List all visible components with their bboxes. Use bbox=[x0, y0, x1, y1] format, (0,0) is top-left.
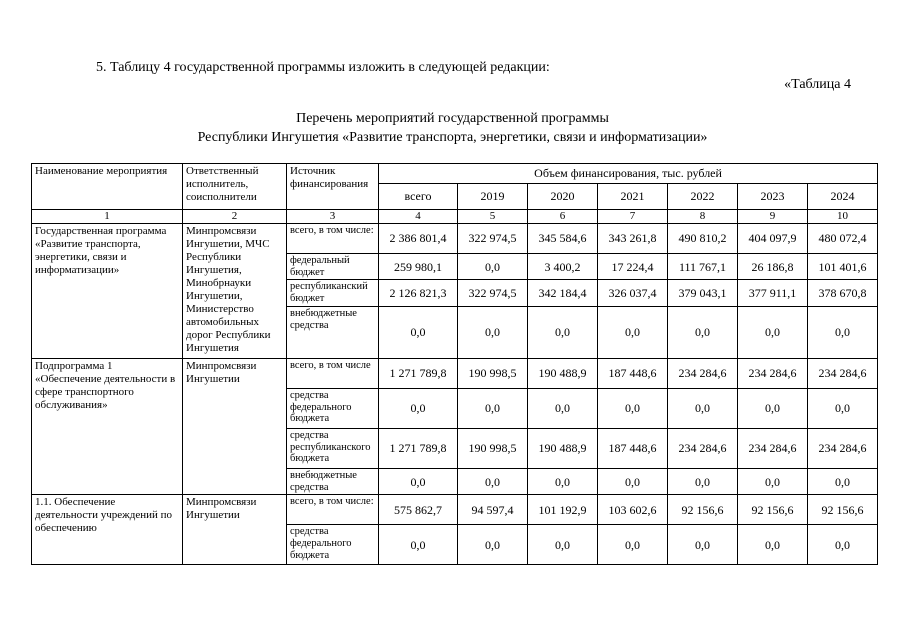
column-index: 4 bbox=[379, 210, 458, 224]
funding-total: 575 862,7 bbox=[379, 495, 458, 525]
header-funding: Объем финансирования, тыс. рублей bbox=[379, 164, 878, 184]
funding-total: 1 271 789,8 bbox=[379, 428, 458, 468]
column-index: 7 bbox=[598, 210, 668, 224]
funding-year-value: 190 998,5 bbox=[458, 358, 528, 388]
table-title-line2: Республики Ингушетия «Развитие транспорта, энергетики, связи и информатизации» bbox=[197, 130, 708, 145]
funding-year-value: 0,0 bbox=[458, 388, 528, 428]
funding-year-value: 0,0 bbox=[668, 525, 738, 565]
header-year: 2024 bbox=[808, 184, 878, 210]
funding-year-value: 0,0 bbox=[738, 468, 808, 495]
responsible-executor: Минпромсвязи Ингушетии, МЧС Республики Ингушетия, Минобрнауки Ингушетии, Министерство автомобильных дорог Республики Ингушетия bbox=[183, 223, 287, 358]
table-row bbox=[32, 358, 878, 388]
funding-total: 0,0 bbox=[379, 388, 458, 428]
funding-year-value: 378 670,8 bbox=[808, 280, 878, 307]
funding-year-value: 0,0 bbox=[808, 468, 878, 495]
funding-source: средства федерального бюджета bbox=[287, 525, 379, 565]
funding-year-value: 0,0 bbox=[458, 468, 528, 495]
funding-year-value: 0,0 bbox=[668, 306, 738, 358]
funding-year-value: 234 284,6 bbox=[808, 358, 878, 388]
funding-year-value: 0,0 bbox=[808, 525, 878, 565]
funding-year-value: 103 602,6 bbox=[598, 495, 668, 525]
funding-year-value: 0,0 bbox=[458, 525, 528, 565]
funding-year-value: 404 097,9 bbox=[738, 223, 808, 253]
funding-year-value: 0,0 bbox=[598, 468, 668, 495]
funding-year-value: 0,0 bbox=[528, 306, 598, 358]
table-row bbox=[32, 223, 878, 253]
header-year: 2023 bbox=[738, 184, 808, 210]
intro-text: 5. Таблицу 4 государственной программы изложить в следующей редакции: bbox=[96, 60, 550, 75]
header-total: всего bbox=[379, 184, 458, 210]
funding-year-value: 0,0 bbox=[668, 468, 738, 495]
funding-year-value: 326 037,4 bbox=[598, 280, 668, 307]
funding-year-value: 190 998,5 bbox=[458, 428, 528, 468]
funding-year-value: 0,0 bbox=[738, 388, 808, 428]
funding-source: республиканский бюджет bbox=[287, 280, 379, 307]
funding-source: средства республиканского бюджета bbox=[287, 428, 379, 468]
funding-year-value: 0,0 bbox=[668, 388, 738, 428]
funding-year-value: 17 224,4 bbox=[598, 253, 668, 280]
responsible-executor: Минпромсвязи Ингушетии bbox=[183, 495, 287, 565]
funding-year-value: 190 488,9 bbox=[528, 358, 598, 388]
column-index-row bbox=[32, 210, 878, 224]
funding-year-value: 26 186,8 bbox=[738, 253, 808, 280]
funding-total: 0,0 bbox=[379, 306, 458, 358]
header-year: 2022 bbox=[668, 184, 738, 210]
funding-source: всего, в том числе: bbox=[287, 495, 379, 525]
funding-year-value: 343 261,8 bbox=[598, 223, 668, 253]
column-index: 8 bbox=[668, 210, 738, 224]
funding-year-value: 234 284,6 bbox=[668, 358, 738, 388]
funding-year-value: 234 284,6 bbox=[808, 428, 878, 468]
funding-year-value: 111 767,1 bbox=[668, 253, 738, 280]
funding-year-value: 322 974,5 bbox=[458, 280, 528, 307]
funding-source: всего, в том числе: bbox=[287, 223, 379, 253]
funding-year-value: 0,0 bbox=[808, 388, 878, 428]
funding-source: внебюджетные средства bbox=[287, 468, 379, 495]
header-name: Наименование мероприятия bbox=[32, 164, 183, 210]
funding-source: внебюджетные средства bbox=[287, 306, 379, 358]
funding-year-value: 0,0 bbox=[598, 388, 668, 428]
funding-year-value: 187 448,6 bbox=[598, 358, 668, 388]
funding-year-value: 322 974,5 bbox=[458, 223, 528, 253]
funding-year-value: 101 401,6 bbox=[808, 253, 878, 280]
funding-year-value: 345 584,6 bbox=[528, 223, 598, 253]
header-source: Источник финансирования bbox=[287, 164, 379, 210]
funding-year-value: 234 284,6 bbox=[738, 358, 808, 388]
funding-year-value: 0,0 bbox=[528, 468, 598, 495]
table-row bbox=[32, 495, 878, 525]
funding-year-value: 92 156,6 bbox=[668, 495, 738, 525]
funding-total: 1 271 789,8 bbox=[379, 358, 458, 388]
funding-year-value: 190 488,9 bbox=[528, 428, 598, 468]
funding-year-value: 0,0 bbox=[598, 306, 668, 358]
funding-year-value: 0,0 bbox=[458, 253, 528, 280]
funding-year-value: 92 156,6 bbox=[738, 495, 808, 525]
funding-year-value: 92 156,6 bbox=[808, 495, 878, 525]
funding-total: 2 126 821,3 bbox=[379, 280, 458, 307]
column-index: 2 bbox=[183, 210, 287, 224]
header-row bbox=[32, 164, 878, 184]
table-body bbox=[32, 164, 878, 565]
table-number: «Таблица 4 bbox=[784, 77, 851, 92]
funding-year-value: 0,0 bbox=[738, 525, 808, 565]
funding-year-value: 480 072,4 bbox=[808, 223, 878, 253]
column-index: 10 bbox=[808, 210, 878, 224]
funding-year-value: 377 911,1 bbox=[738, 280, 808, 307]
funding-source: средства федерального бюджета bbox=[287, 388, 379, 428]
column-index: 6 bbox=[528, 210, 598, 224]
responsible-executor: Минпромсвязи Ингушетии bbox=[183, 358, 287, 495]
funding-year-value: 379 043,1 bbox=[668, 280, 738, 307]
funding-year-value: 490 810,2 bbox=[668, 223, 738, 253]
funding-year-value: 3 400,2 bbox=[528, 253, 598, 280]
funding-year-value: 94 597,4 bbox=[458, 495, 528, 525]
funding-year-value: 101 192,9 bbox=[528, 495, 598, 525]
column-index: 9 bbox=[738, 210, 808, 224]
funding-year-value: 0,0 bbox=[808, 306, 878, 358]
measure-name: Подпрограмма 1 «Обеспечение деятельности в сфере транспортного обслуживания» bbox=[32, 358, 183, 495]
column-index: 3 bbox=[287, 210, 379, 224]
measure-name: Государственная программа «Развитие транспорта, энергетики, связи и информатизации» bbox=[32, 223, 183, 358]
table-title-line1: Перечень мероприятий государственной программы bbox=[296, 111, 609, 126]
funding-total: 0,0 bbox=[379, 525, 458, 565]
header-year: 2020 bbox=[528, 184, 598, 210]
funding-year-value: 0,0 bbox=[458, 306, 528, 358]
funding-source: федеральный бюджет bbox=[287, 253, 379, 280]
funding-total: 259 980,1 bbox=[379, 253, 458, 280]
measure-name: 1.1. Обеспечение деятельности учреждений по обеспечению bbox=[32, 495, 183, 565]
funding-year-value: 0,0 bbox=[598, 525, 668, 565]
funding-source: всего, в том числе bbox=[287, 358, 379, 388]
header-executor: Ответственный исполнитель, соисполнители bbox=[183, 164, 287, 210]
funding-year-value: 187 448,6 bbox=[598, 428, 668, 468]
column-index: 1 bbox=[32, 210, 183, 224]
column-index: 5 bbox=[458, 210, 528, 224]
funding-table bbox=[31, 163, 878, 565]
funding-total: 2 386 801,4 bbox=[379, 223, 458, 253]
funding-year-value: 0,0 bbox=[738, 306, 808, 358]
funding-total: 0,0 bbox=[379, 468, 458, 495]
funding-year-value: 0,0 bbox=[528, 388, 598, 428]
funding-year-value: 234 284,6 bbox=[668, 428, 738, 468]
header-year: 2021 bbox=[598, 184, 668, 210]
funding-year-value: 0,0 bbox=[528, 525, 598, 565]
funding-year-value: 342 184,4 bbox=[528, 280, 598, 307]
funding-year-value: 234 284,6 bbox=[738, 428, 808, 468]
header-year: 2019 bbox=[458, 184, 528, 210]
